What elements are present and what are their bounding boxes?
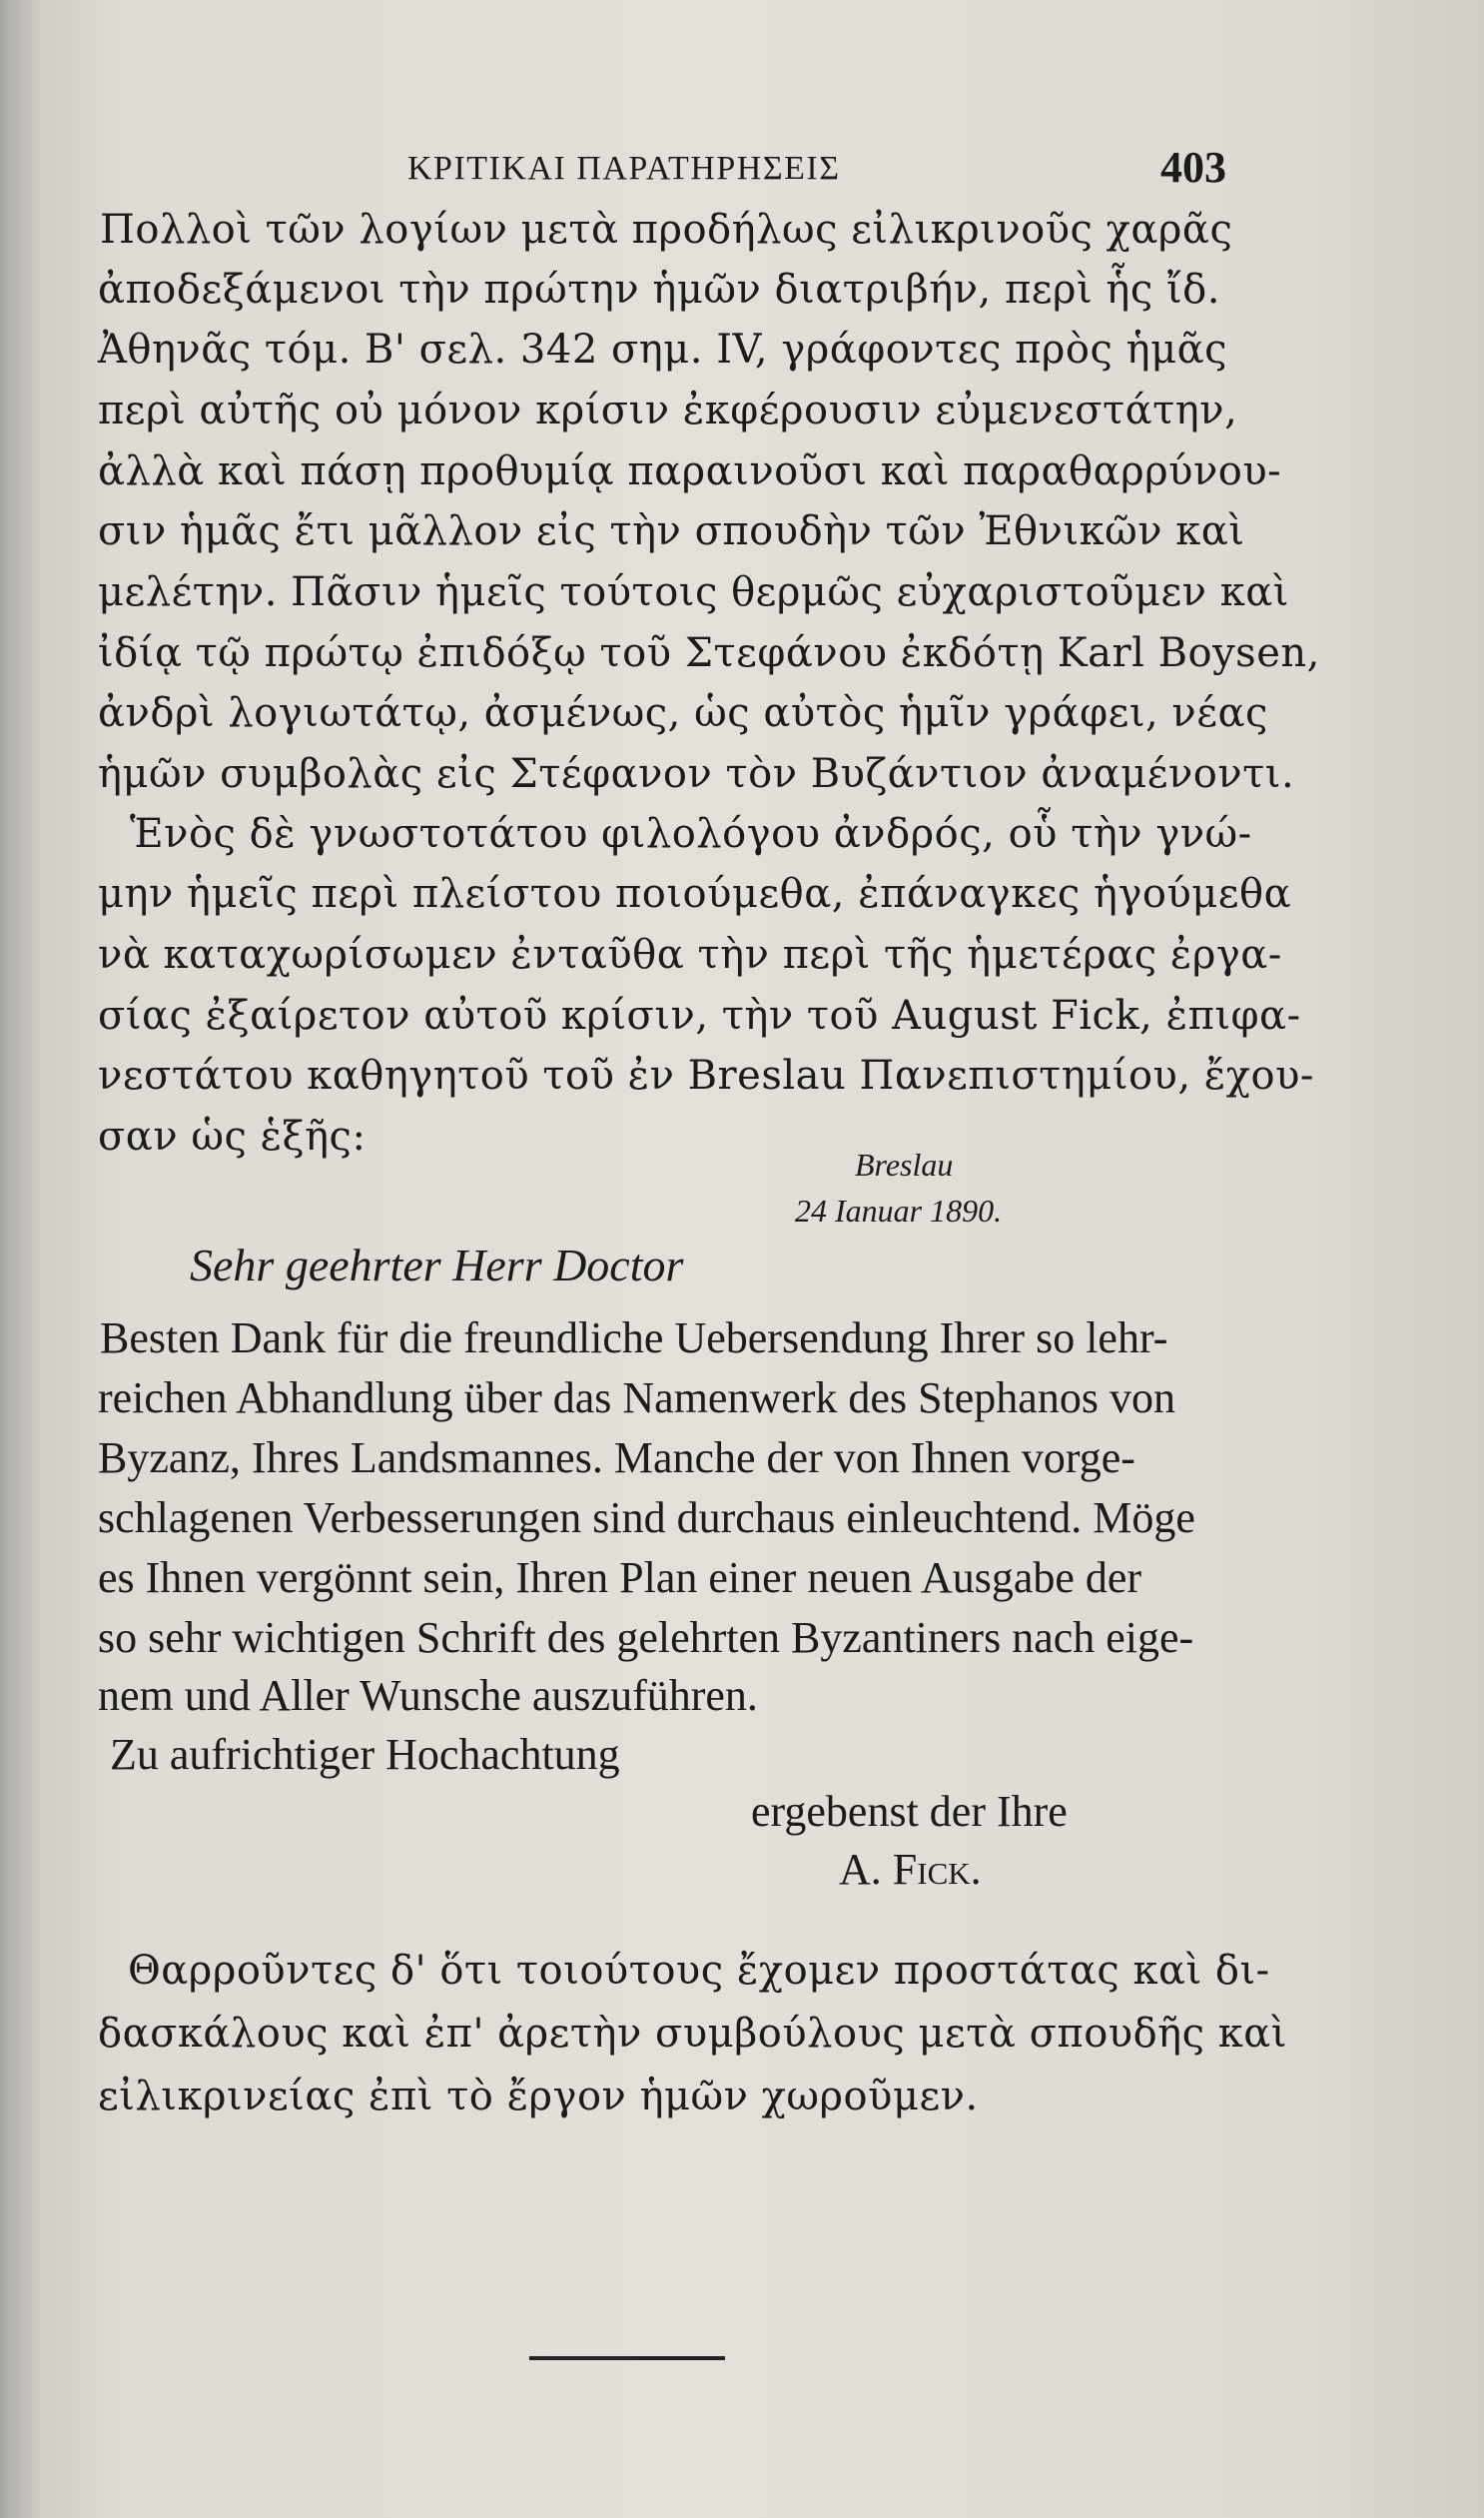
- running-header: ΚΡΙΤΙΚΑΙ ΠΑΡΑΤΗΡΗΣΕΙΣ: [407, 150, 841, 187]
- text-line: περὶ αὐτῆς οὐ μόνον κρίσιν ἐκφέρουσιν εὐμενεστάτην,: [98, 388, 1238, 433]
- letter-closing: Zu aufrichtiger Hochachtung: [110, 1730, 620, 1779]
- text-line: μελέτην. Πᾶσιν ἡμεῖς τούτοις θερμῶς εὐχαριστοῦμεν καὶ: [98, 569, 1289, 615]
- letter-place: Breslau: [855, 1147, 954, 1183]
- text-line: Ἀθηνᾶς τόμ. Β' σελ. 342 σημ. IV, γράφοντες πρὸς ἡμᾶς: [98, 327, 1227, 373]
- letter-salutation: Sehr geehrter Herr Doctor: [190, 1240, 684, 1290]
- text-line: schlagenen Verbesserungen sind durchaus einleuchtend. Möge: [98, 1493, 1195, 1542]
- letter-signature: A. Fick.: [839, 1845, 982, 1894]
- text-line: so sehr wichtigen Schrift des gelehrten Byzantiners nach eige-: [98, 1613, 1194, 1662]
- text-line: ἰδίᾳ τῷ πρώτῳ ἐπιδόξῳ τοῦ Στεφάνου ἐκδότῃ Karl Boysen,: [98, 630, 1320, 676]
- text-line: ἀλλὰ καὶ πάσῃ προθυμίᾳ παραινοῦσι καὶ παραθαρρύνου-: [98, 448, 1282, 494]
- text-line: Ἑνὸς δὲ γνωστοτάτου φιλολόγου ἀνδρός, οὗ τὴν γνώ-: [130, 811, 1252, 857]
- text-line: Besten Dank für die freundliche Uebersendung Ihrer so lehr-: [100, 1313, 1168, 1362]
- text-line: Byzanz, Ihres Landsmannes. Manche der von Ihnen vorge-: [98, 1433, 1135, 1482]
- text-line: ἡμῶν συμβολὰς εἰς Στέφανον τὸν Βυζάντιον ἀναμένοντι.: [98, 751, 1295, 797]
- text-line: σίας ἐξαίρετον αὐτοῦ κρίσιν, τὴν τοῦ August Fick, ἐπιφα-: [98, 993, 1301, 1039]
- text-line: ἀνδρὶ λογιωτάτῳ, ἀσμένως, ὡς αὐτὸς ἡμῖν γράφει, νέας: [98, 690, 1268, 736]
- text-line: σαν ὡς ἑξῆς:: [98, 1114, 367, 1160]
- text-line: nem und Aller Wunsche auszuführen.: [98, 1671, 758, 1720]
- text-line: εἰλικρινείας ἐπὶ τὸ ἔργον ἡμῶν χωροῦμεν.: [98, 2074, 979, 2119]
- text-line: reichen Abhandlung über das Namenwerk des Stephanos von: [98, 1373, 1175, 1422]
- end-rule: [529, 2356, 725, 2360]
- text-line: νεστάτου καθηγητοῦ τοῦ ἐν Breslau Πανεπιστημίου, ἔχου-: [98, 1053, 1314, 1099]
- text-line: σιν ἡμᾶς ἔτι μᾶλλον εἰς τὴν σπουδὴν τῶν Ἐθνικῶν καὶ: [98, 508, 1245, 554]
- text-line: Θαρροῦντες δ' ὅτι τοιούτους ἔχομεν προστάτας καὶ δι-: [128, 1948, 1270, 1994]
- text-line: Πολλοὶ τῶν λογίων μετὰ προδήλως εἰλικρινοῦς χαρᾶς: [100, 207, 1233, 253]
- text-line: μην ἡμεῖς περὶ πλείστου ποιούμεθα, ἐπάναγκες ἡγούμεθα: [98, 871, 1292, 917]
- page-number: 403: [1160, 143, 1226, 192]
- text-line: es Ihnen vergönnt sein, Ihren Plan einer neuen Ausgabe der: [98, 1553, 1142, 1602]
- letter-date: 24 Ianuar 1890.: [795, 1193, 1003, 1229]
- letter-valediction: ergebenst der Ihre: [751, 1787, 1068, 1836]
- text-line: ἀποδεξάμενοι τὴν πρώτην ἡμῶν διατριβήν, περὶ ἧς ἴδ.: [98, 267, 1220, 313]
- text-line: δασκάλους καὶ ἐπ' ἀρετὴν συμβούλους μετὰ σπουδῆς καὶ: [98, 2011, 1287, 2057]
- text-line: νὰ καταχωρίσωμεν ἐνταῦθα τὴν περὶ τῆς ἡμετέρας ἐργα-: [98, 932, 1282, 978]
